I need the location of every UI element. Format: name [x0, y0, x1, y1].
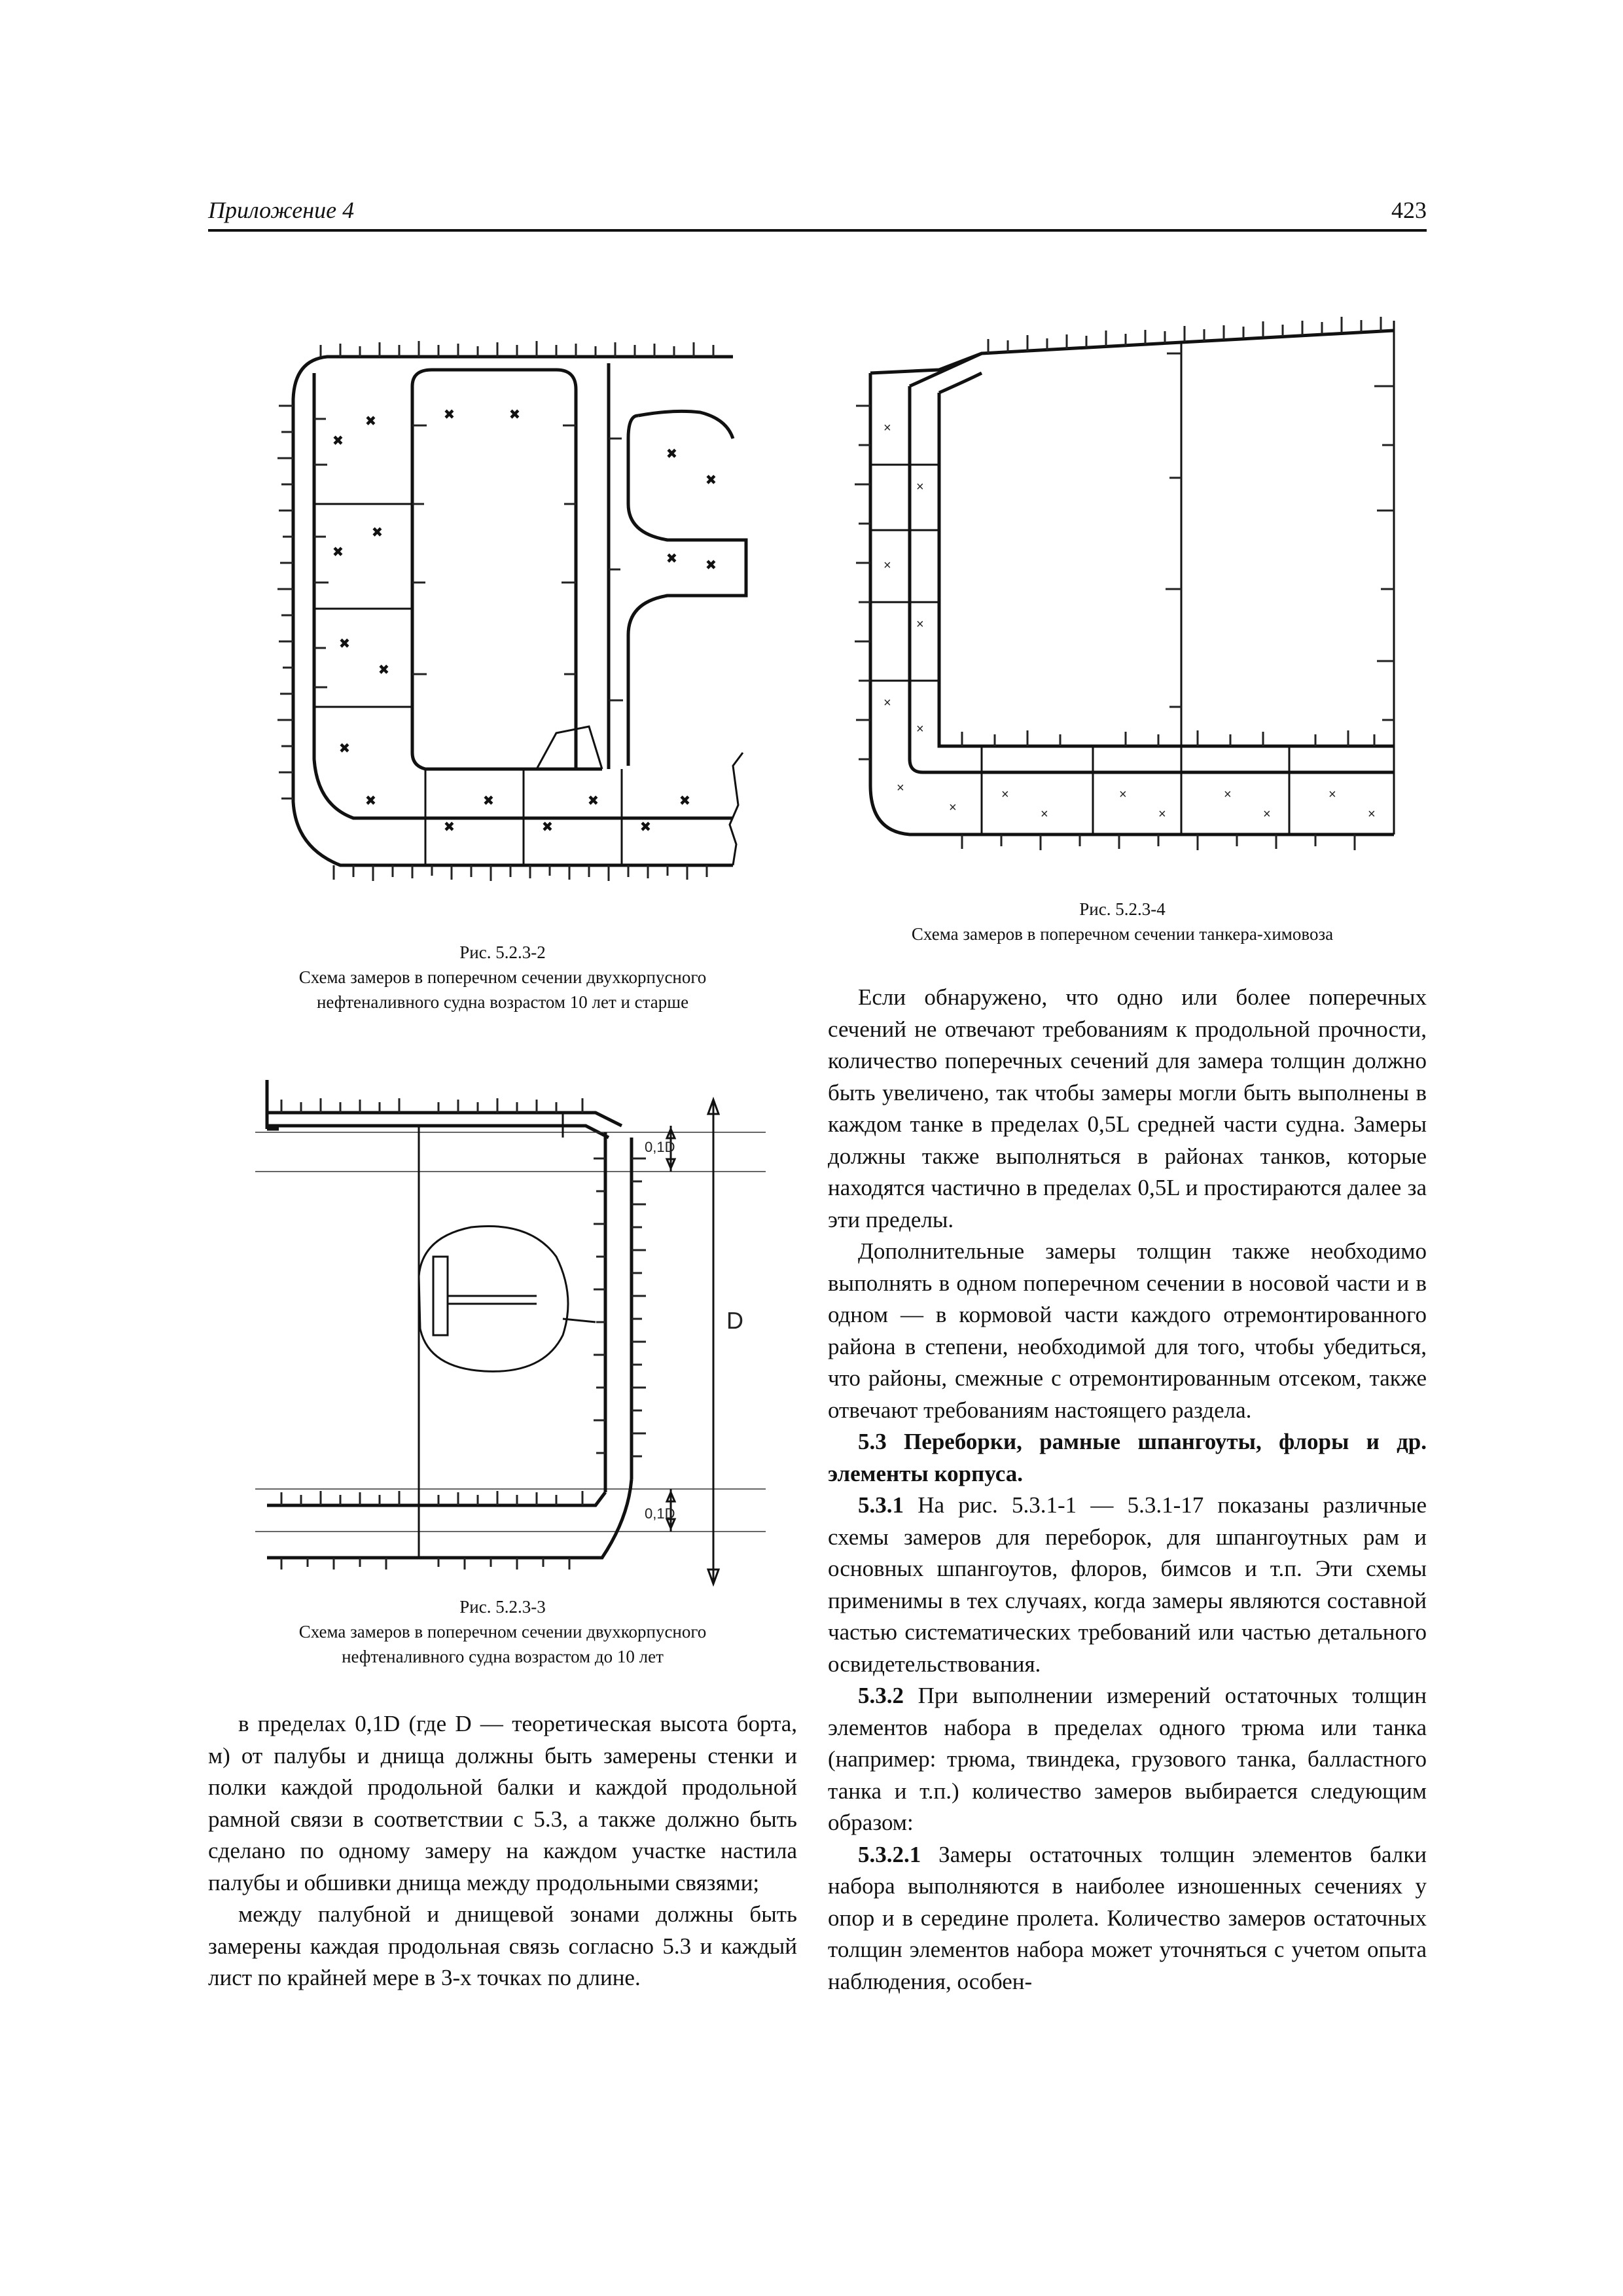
page-number: 423: [1391, 197, 1427, 223]
figure-5-2-3-3-caption-line2: нефтеналивного судна возрастом до 10 лет: [342, 1647, 664, 1666]
svg-text:×: ×: [1001, 787, 1009, 802]
right-paragraph-5-3-2-1: [828, 1839, 1427, 1998]
svg-text:×: ×: [681, 792, 689, 808]
clause-5-3-2-number: 5.3.2: [858, 1683, 904, 1708]
svg-text:×: ×: [510, 406, 519, 422]
figure-5-2-3-4-drawing: [831, 314, 1414, 857]
right-paragraph-5-3-1: [828, 1490, 1427, 1680]
svg-text:×: ×: [340, 635, 349, 651]
svg-text:×: ×: [445, 818, 454, 834]
clause-5-3-1-text: На рис. 5.3.1-1 — 5.3.1-17 показаны различные схемы замеров для переборок, для шпангоутных рам и основных шпангоутов, флоров, бимсов и т.п. Эти схемы применимы в тех случаях, когда замеры являются составной частью систематических требований или частью детального освидетельствования.: [828, 1492, 1427, 1677]
svg-text:×: ×: [1368, 807, 1376, 821]
right-paragraph-2: Дополнительные замеры толщин также необходимо выполнять в одном поперечном сечении в носовой части и в одном — в кормовой части каждого отремонтированного района в степени, необходимой для того, чтобы убедиться, что районы, смежные с отремонтированным отсеком, также отвечают требованиям настоящего раздела.: [828, 1238, 1427, 1423]
svg-text:×: ×: [1224, 787, 1232, 802]
figure-5-2-3-3-label-d: D: [726, 1307, 743, 1334]
svg-text:×: ×: [897, 781, 904, 795]
figure-5-2-3-3-caption: [208, 1594, 797, 1669]
svg-text:×: ×: [668, 445, 676, 461]
left-text-column: [208, 1708, 797, 1994]
svg-text:×: ×: [373, 524, 382, 540]
clause-5-3-1-number: 5.3.1: [858, 1492, 904, 1518]
figure-5-2-3-3-drawing: [255, 1060, 766, 1584]
svg-text:×: ×: [445, 406, 454, 422]
svg-text:×: ×: [340, 740, 349, 756]
figure-5-2-3-3-label-01d-top: 0,1D: [645, 1139, 675, 1155]
svg-text:×: ×: [334, 543, 342, 560]
svg-text:×: ×: [1329, 787, 1336, 802]
svg-text:×: ×: [1119, 787, 1127, 802]
right-paragraph-5-3-2: [828, 1680, 1427, 1839]
figure-5-2-3-2-caption-line1: Схема замеров в поперечном сечении двухкорпусного: [298, 967, 707, 987]
left-paragraph-2: между палубной и днищевой зонами должны быть замерены каждая продольная связь согласно 5.3 и каждый лист по крайней мере в 3-х точках по длине.: [208, 1901, 797, 1990]
figure-5-2-3-2-drawing: [249, 308, 772, 923]
running-header-section: Приложение 4: [208, 197, 355, 223]
svg-text:×: ×: [1263, 807, 1271, 821]
figure-5-2-3-4-caption-line1: Схема замеров в поперечном сечении танкера-химовоза: [911, 924, 1334, 944]
svg-text:×: ×: [707, 556, 715, 573]
clause-5-3-2-1-number: 5.3.2.1: [858, 1841, 921, 1867]
svg-text:×: ×: [641, 818, 650, 834]
clause-5-3-2-1-text: Замеры остаточных толщин элементов балки набора выполняются в наиболее изношенных сечениях у опор и в середине пролета. Количество замеров остаточных толщин элементов набора может уточняться с учетом опыта наблюдения, особен-: [828, 1841, 1427, 1994]
svg-text:×: ×: [949, 800, 957, 815]
svg-text:×: ×: [589, 792, 597, 808]
figure-5-2-3-2-number: Рис. 5.2.3-2: [459, 942, 546, 962]
svg-text:×: ×: [883, 421, 891, 435]
svg-text:×: ×: [916, 722, 924, 736]
svg-text:×: ×: [883, 696, 891, 710]
svg-text:×: ×: [1158, 807, 1166, 821]
svg-text:×: ×: [916, 617, 924, 632]
svg-text:×: ×: [334, 432, 342, 448]
right-paragraph-1: Если обнаружено, что одно или более поперечных сечений не отвечают требованиям к продольной прочности, количество поперечных сечений для замера толщин должно быть увеличено, так чтобы замеры могли быть выполнены в каждом танке в пределах 0,5L средней части судна. Замеры должны также выполняться в районах танков, которые находятся частично в пределах 0,5L и простираются далее за эти пределы.: [828, 984, 1427, 1232]
figure-5-2-3-4-number: Рис. 5.2.3-4: [1079, 899, 1166, 919]
figure-5-2-3-3-caption-line1: Схема замеров в поперечном сечении двухкорпусного: [298, 1622, 707, 1641]
figure-5-2-3-3-label-01d-bottom: 0,1D: [645, 1505, 675, 1522]
svg-text:×: ×: [883, 558, 891, 573]
svg-text:×: ×: [484, 792, 493, 808]
left-paragraph-1: в пределах 0,1D (где D — теоретическая высота борта, м) от палубы и днища должны быть замерены стенки и полки каждой продольной балки и каждой продольной рамной связи в соответствии с 5.3, а также должно быть сделано по одному замеру на каждом участке настила палубы и обшивки днища между продольными связями;: [208, 1711, 797, 1895]
right-text-column: [828, 982, 1427, 1998]
header-rule: [208, 229, 1427, 232]
figure-5-2-3-2-caption-line2: нефтеналивного судна возрастом 10 лет и старше: [316, 992, 689, 1012]
clause-5-3-2-text: При выполнении измерений остаточных толщин элементов набора в пределах одного трюма или танка (например: трюма, твиндека, грузового танка, балластного танка и т.п.) количество замеров выбирается следующим образом:: [828, 1683, 1427, 1835]
svg-text:×: ×: [707, 471, 715, 488]
figure-5-2-3-2-caption: [208, 940, 797, 1014]
figure-5-2-3-4-caption: [818, 897, 1427, 946]
section-heading-5-3: 5.3 Переборки, рамные шпангоуты, флоры и др. элементы корпуса.: [828, 1429, 1427, 1486]
svg-text:×: ×: [916, 480, 924, 494]
svg-text:×: ×: [668, 550, 676, 566]
svg-text:×: ×: [543, 818, 552, 834]
figure-5-2-3-3-number: Рис. 5.2.3-3: [459, 1597, 546, 1617]
svg-text:×: ×: [380, 661, 388, 677]
svg-text:×: ×: [1041, 807, 1048, 821]
svg-text:×: ×: [366, 412, 375, 429]
svg-text:×: ×: [366, 792, 375, 808]
